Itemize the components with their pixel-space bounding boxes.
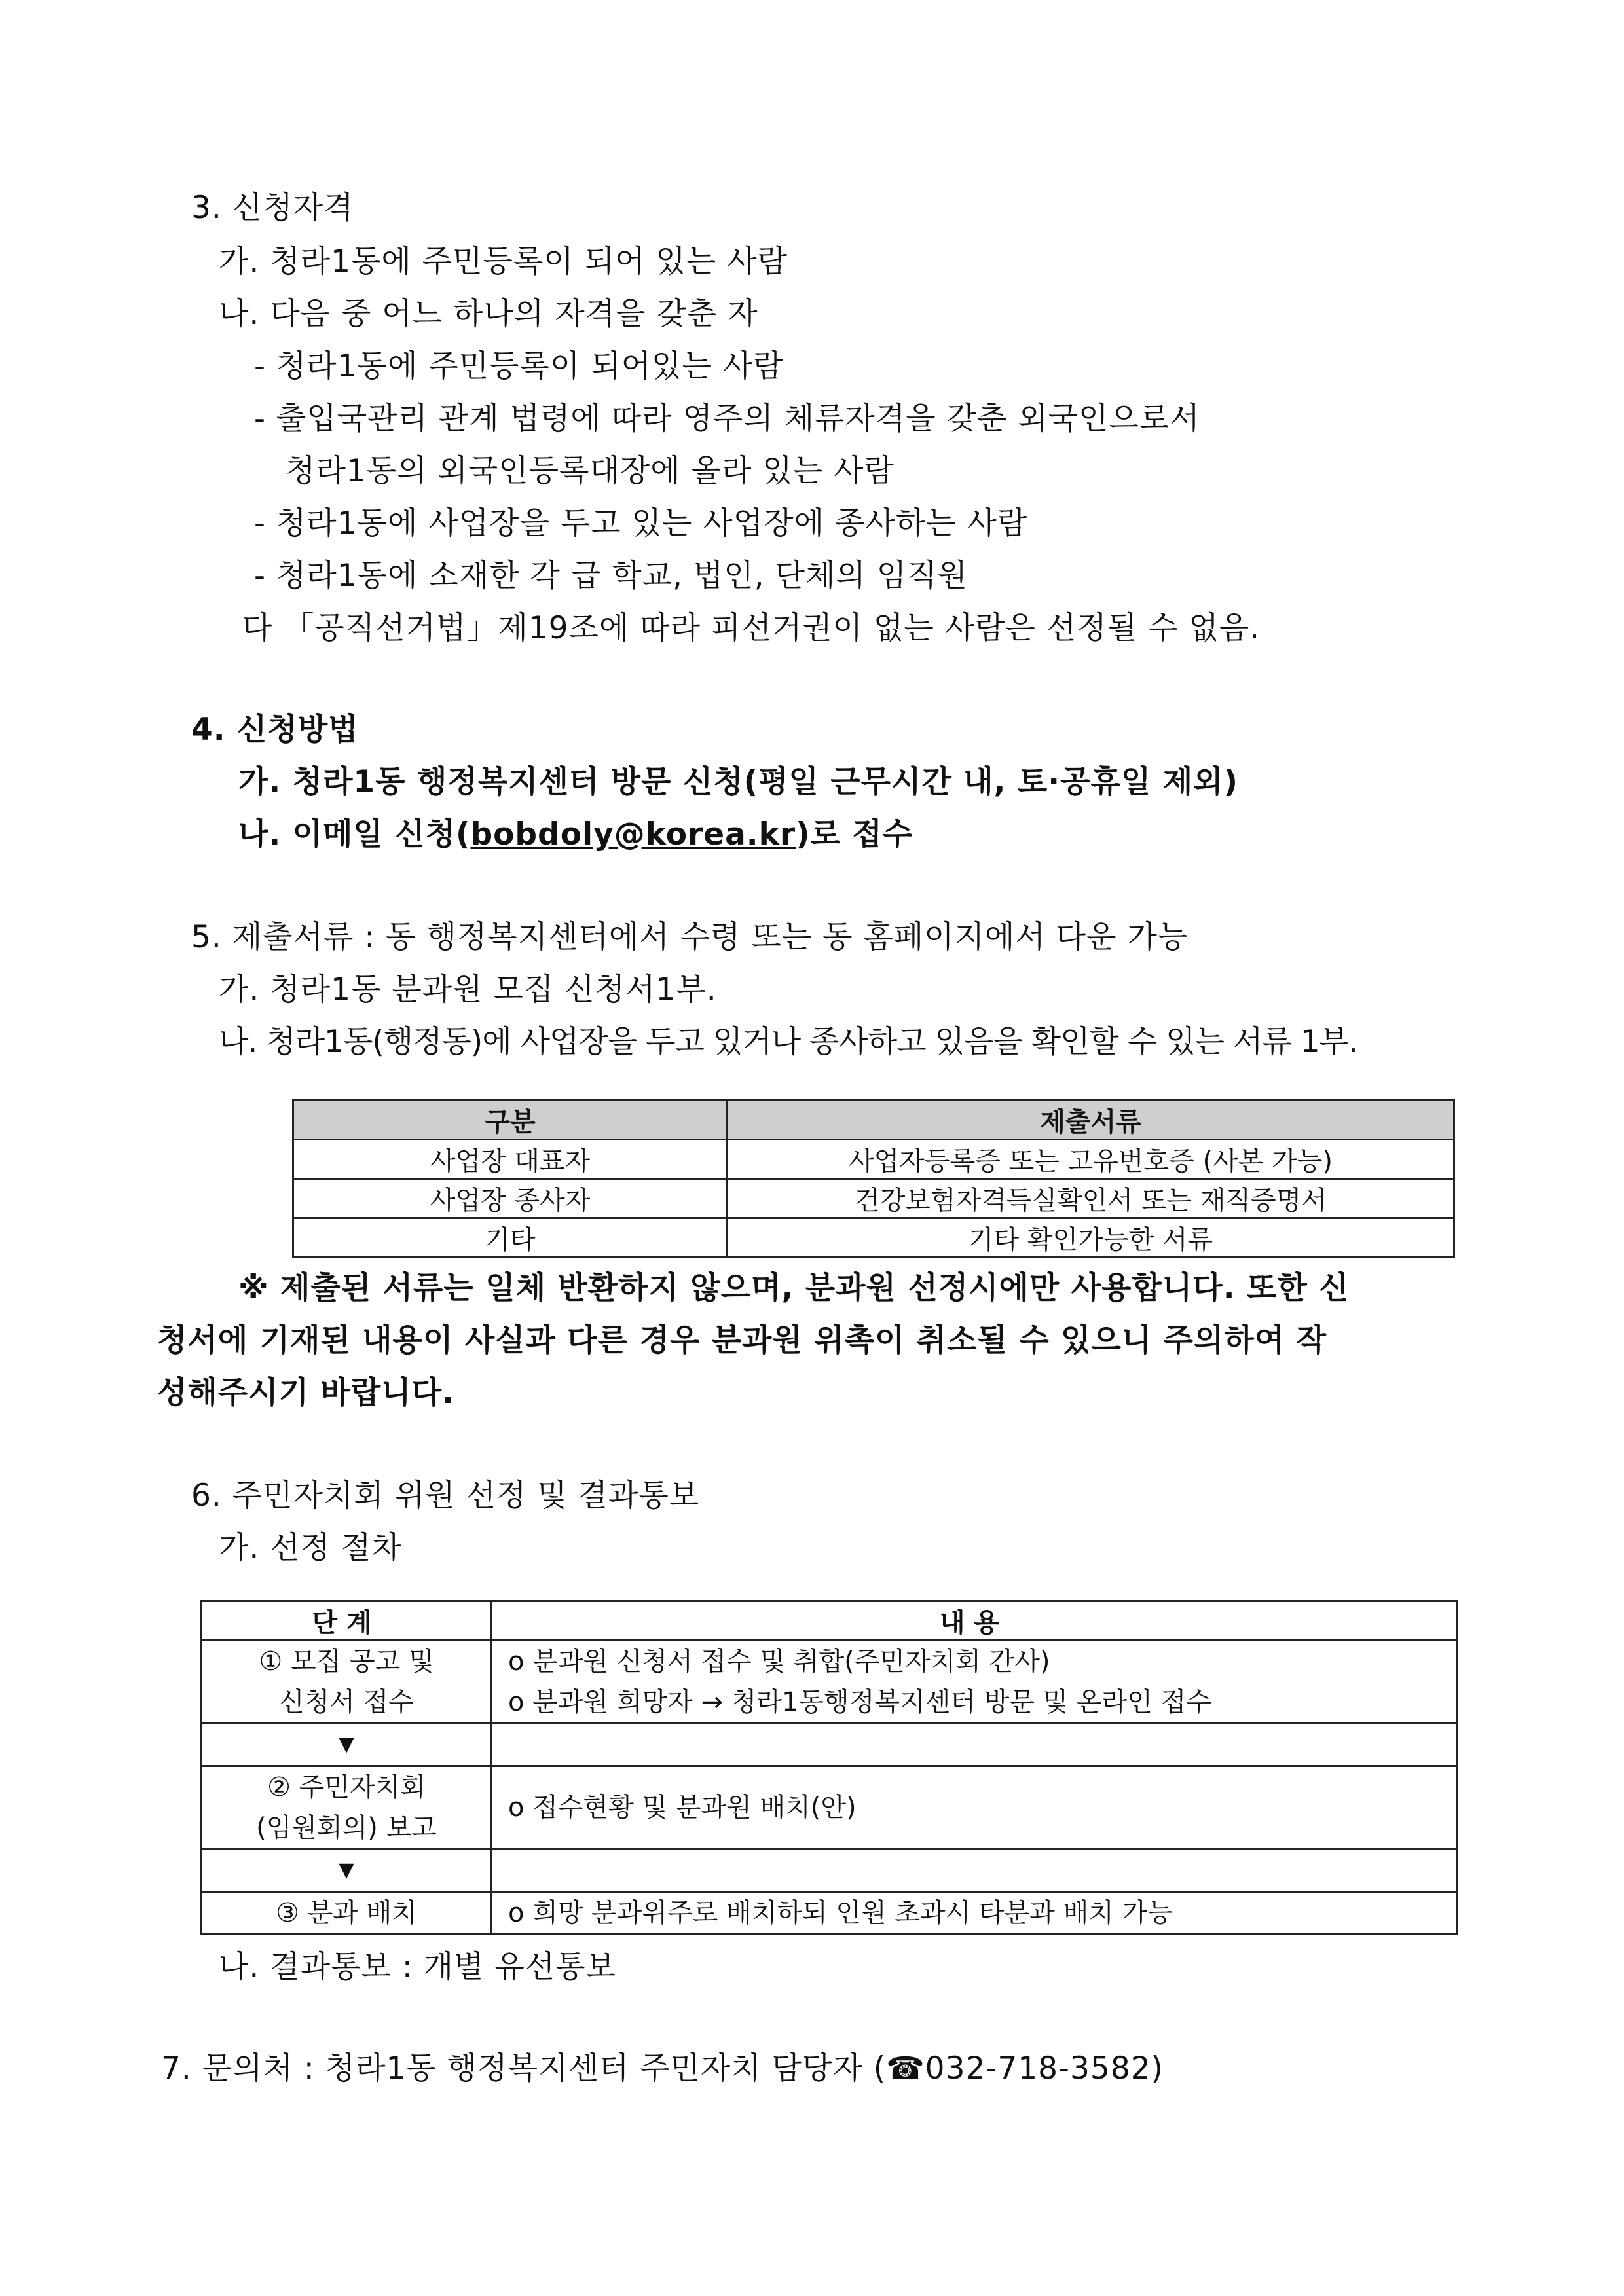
- section-3-item-b: 나. 다음 중 어느 하나의 자격을 갖춘 자: [219, 296, 758, 332]
- table-row: [293, 1140, 1454, 1179]
- table-row: [202, 1892, 1457, 1935]
- section-5-item-b: 나. 청라1동(행정동)에 사업장을 두고 있거나 종사하고 있음을 확인할 수 있는 서류 1부.: [219, 1024, 1357, 1060]
- header-stage: 단계: [202, 1601, 492, 1641]
- table-cell: 사업자등록증 또는 고유번호증 (사본 가능): [728, 1140, 1454, 1179]
- table-row: [293, 1179, 1454, 1218]
- stage-3: ③ 분과 배치: [202, 1892, 492, 1935]
- section-5-item-a: 가. 청라1동 분과원 모집 신청서1부.: [219, 972, 717, 1008]
- stage-2-content: o 접수현황 및 분과원 배치(안): [492, 1766, 1457, 1850]
- section-3-item-a: 가. 청라1동에 주민등록이 되어 있는 사람: [219, 244, 788, 280]
- section-6-title: 6. 주민자치회 위원 선정 및 결과통보: [191, 1478, 700, 1514]
- table-cell-empty: [492, 1850, 1457, 1892]
- section-3-title: 3. 신청자격: [191, 190, 354, 226]
- header-documents: 제출서류: [728, 1100, 1454, 1140]
- table-row: [202, 1850, 1457, 1892]
- email-link[interactable]: bobdoly@korea.kr: [470, 816, 796, 852]
- stage-1-line-2: 신청서 접수: [202, 1682, 492, 1724]
- header-category: 구분: [293, 1100, 728, 1140]
- documents-table: [292, 1099, 1455, 1258]
- notice-line-3: 성해주시기 바랍니다.: [157, 1375, 454, 1411]
- table-row: [202, 1682, 1457, 1724]
- section-3-item-c: 다 「공직선거법」제19조에 따라 피선거권이 없는 사람은 선정될 수 없음.: [242, 610, 1261, 646]
- section-3-item-b1: - 청라1동에 주민등록이 되어있는 사람: [254, 348, 784, 384]
- notice-line-2: 청서에 기재된 내용이 사실과 다른 경우 분과원 위촉이 취소될 수 있으니 주의하여 작: [157, 1322, 1327, 1358]
- notice-line-1: ※ 제출된 서류는 일체 반환하지 않으며, 분과원 선정시에만 사용합니다. 또한 신: [238, 1270, 1350, 1306]
- email-suffix: )로 접수: [796, 816, 913, 852]
- table-row: [202, 1724, 1457, 1766]
- section-3-item-b3: - 청라1동에 사업장을 두고 있는 사업장에 종사하는 사람: [254, 505, 1028, 541]
- table-cell: 기타 확인가능한 서류: [728, 1218, 1454, 1258]
- section-6-item-a: 가. 선정 절차: [219, 1530, 402, 1566]
- section-4-item-a: 가. 청라1동 행정복지센터 방문 신청(평일 근무시간 내, 토·공휴일 제외): [238, 764, 1238, 800]
- table-cell: 사업장 대표자: [293, 1140, 728, 1179]
- table-cell: 건강보험자격득실확인서 또는 재직증명서: [728, 1179, 1454, 1218]
- selection-procedure-table: [200, 1600, 1458, 1935]
- table-cell: 사업장 종사자: [293, 1179, 728, 1218]
- header-content: 내용: [492, 1601, 1457, 1641]
- section-7-contact: 7. 문의처 : 청라1동 행정복지센터 주민자치 담당자 (☎032-718-3582): [161, 2050, 1164, 2086]
- stage-2-line-2: (임원회의) 보고: [202, 1808, 492, 1850]
- email-prefix: 나. 이메일 신청(: [238, 816, 471, 852]
- table-header-row: [293, 1100, 1454, 1140]
- table-header-row: [202, 1601, 1457, 1641]
- section-4-item-b: [238, 815, 913, 854]
- table-cell-empty: [492, 1724, 1457, 1766]
- stage-1-line-1: ① 모집 공고 및: [202, 1641, 492, 1683]
- table-row: [202, 1766, 1457, 1808]
- section-3-item-b4: - 청라1동에 소재한 각 급 학교, 법인, 단체의 임직원: [254, 558, 968, 594]
- table-row: [202, 1641, 1457, 1683]
- arrow-down-icon: ▼: [202, 1850, 492, 1892]
- section-3-item-b2: - 출입국관리 관계 법령에 따라 영주의 체류자격을 갖춘 외국인으로서: [254, 401, 1200, 437]
- section-5-title: 5. 제출서류 : 동 행정복지센터에서 수령 또는 동 홈페이지에서 다운 가능: [191, 919, 1189, 955]
- table-cell: 기타: [293, 1218, 728, 1258]
- section-6-item-b: 나. 결과통보 : 개별 유선통보: [219, 1949, 616, 1985]
- stage-1-content-2: o 분과원 희망자 → 청라1동행정복지센터 방문 및 온라인 접수: [492, 1682, 1457, 1724]
- table-row: [293, 1218, 1454, 1258]
- stage-2-line-1: ② 주민자치회: [202, 1766, 492, 1808]
- section-3-item-b2-continued: 청라1동의 외국인등록대장에 올라 있는 사람: [286, 453, 895, 489]
- section-4-title: 4. 신청방법: [191, 712, 359, 748]
- arrow-down-icon: ▼: [202, 1724, 492, 1766]
- stage-1-content-1: o 분과원 신청서 접수 및 취합(주민자치회 간사): [492, 1641, 1457, 1683]
- stage-3-content: o 희망 분과위주로 배치하되 인원 초과시 타분과 배치 가능: [492, 1892, 1457, 1935]
